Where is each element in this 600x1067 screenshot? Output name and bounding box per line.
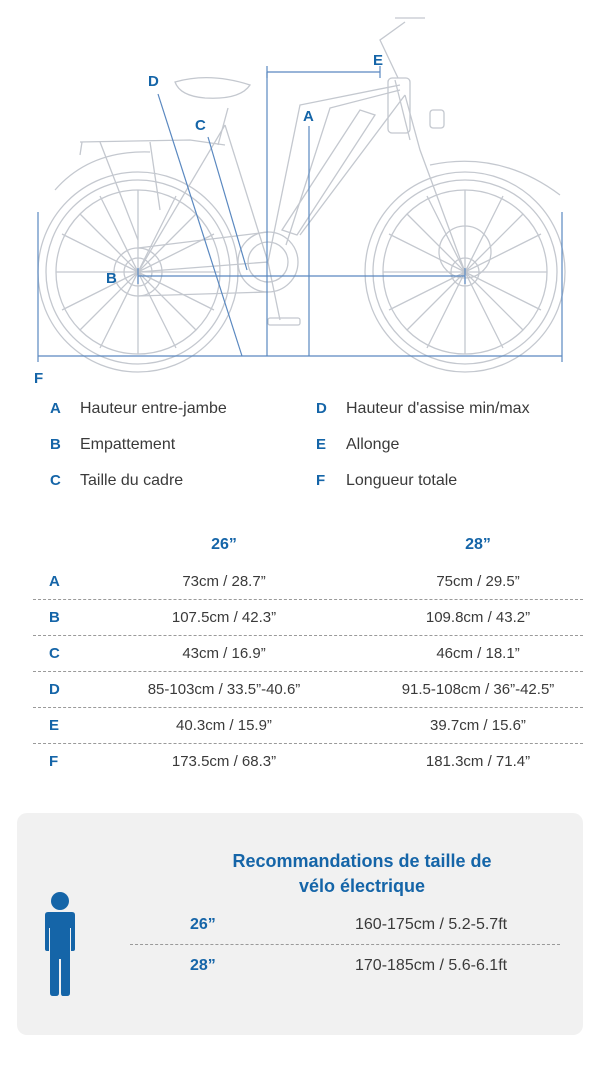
row-letter: E xyxy=(49,717,60,734)
legend-label: Allonge xyxy=(346,436,400,453)
row-letter: F xyxy=(49,753,59,770)
value-26: 173.5cm / 68.3” xyxy=(171,753,277,770)
rider-height-range: 160-175cm / 5.2-5.7ft xyxy=(355,916,508,933)
diagram-label-c: C xyxy=(195,117,206,134)
table-row xyxy=(33,564,583,600)
table-row xyxy=(33,636,583,672)
value-28: 91.5-108cm / 36”-42.5” xyxy=(401,681,555,698)
value-28: 181.3cm / 71.4” xyxy=(425,753,531,770)
bike-dimension-diagram xyxy=(0,0,600,390)
person-icon xyxy=(39,891,81,1002)
column-header-26: 26” xyxy=(211,536,237,553)
table-header xyxy=(33,530,583,564)
column-header-28: 28” xyxy=(465,536,491,553)
value-26: 73cm / 28.7” xyxy=(182,573,266,590)
size-recommendation-panel xyxy=(17,813,583,1035)
legend-label: Taille du cadre xyxy=(80,472,184,489)
legend-letter: D xyxy=(316,400,327,417)
legend-letter: E xyxy=(316,436,327,453)
value-28: 46cm / 18.1” xyxy=(436,645,520,662)
value-26: 107.5cm / 42.3” xyxy=(171,609,277,626)
table-row xyxy=(33,672,583,708)
recommendation-row xyxy=(130,951,560,985)
table-row xyxy=(33,744,583,779)
value-26: 85-103cm / 33.5”-40.6” xyxy=(147,681,301,698)
diagram-label-d: D xyxy=(148,73,159,90)
diagram-label-b: B xyxy=(106,270,117,287)
legend-label: Hauteur d'assise min/max xyxy=(346,400,530,417)
wheel-size: 28” xyxy=(190,957,216,974)
size-spec-table xyxy=(33,530,583,779)
row-letter: C xyxy=(49,645,60,662)
value-28: 39.7cm / 15.6” xyxy=(430,717,526,734)
bike-illustration xyxy=(0,0,600,390)
table-row xyxy=(33,600,583,636)
legend-label: Longueur totale xyxy=(346,472,458,489)
legend-label: Hauteur entre-jambe xyxy=(80,400,227,417)
row-letter: B xyxy=(49,609,60,626)
legend-letter: B xyxy=(50,436,61,453)
value-28: 75cm / 29.5” xyxy=(436,573,520,590)
value-26: 43cm / 16.9” xyxy=(182,645,266,662)
rider-height-range: 170-185cm / 5.6-6.1ft xyxy=(355,957,508,974)
recommendation-title-line2: vélo électrique xyxy=(298,876,426,896)
dimension-legend xyxy=(0,392,600,502)
wheel-size: 26” xyxy=(190,916,216,933)
legend-letter: F xyxy=(316,472,326,489)
recommendation-title xyxy=(147,849,577,899)
legend-letter: C xyxy=(50,472,61,489)
recommendation-title-line1: Recommandations de taille de xyxy=(232,851,492,871)
legend-letter: A xyxy=(50,400,61,417)
recommendation-row xyxy=(130,910,560,945)
diagram-label-a: A xyxy=(303,108,314,125)
row-letter: A xyxy=(49,573,60,590)
legend-label: Empattement xyxy=(80,436,176,453)
value-26: 40.3cm / 15.9” xyxy=(176,717,272,734)
diagram-label-e: E xyxy=(373,52,384,69)
row-letter: D xyxy=(49,681,60,698)
diagram-label-f: F xyxy=(34,370,44,387)
table-row xyxy=(33,708,583,744)
value-28: 109.8cm / 43.2” xyxy=(425,609,531,626)
